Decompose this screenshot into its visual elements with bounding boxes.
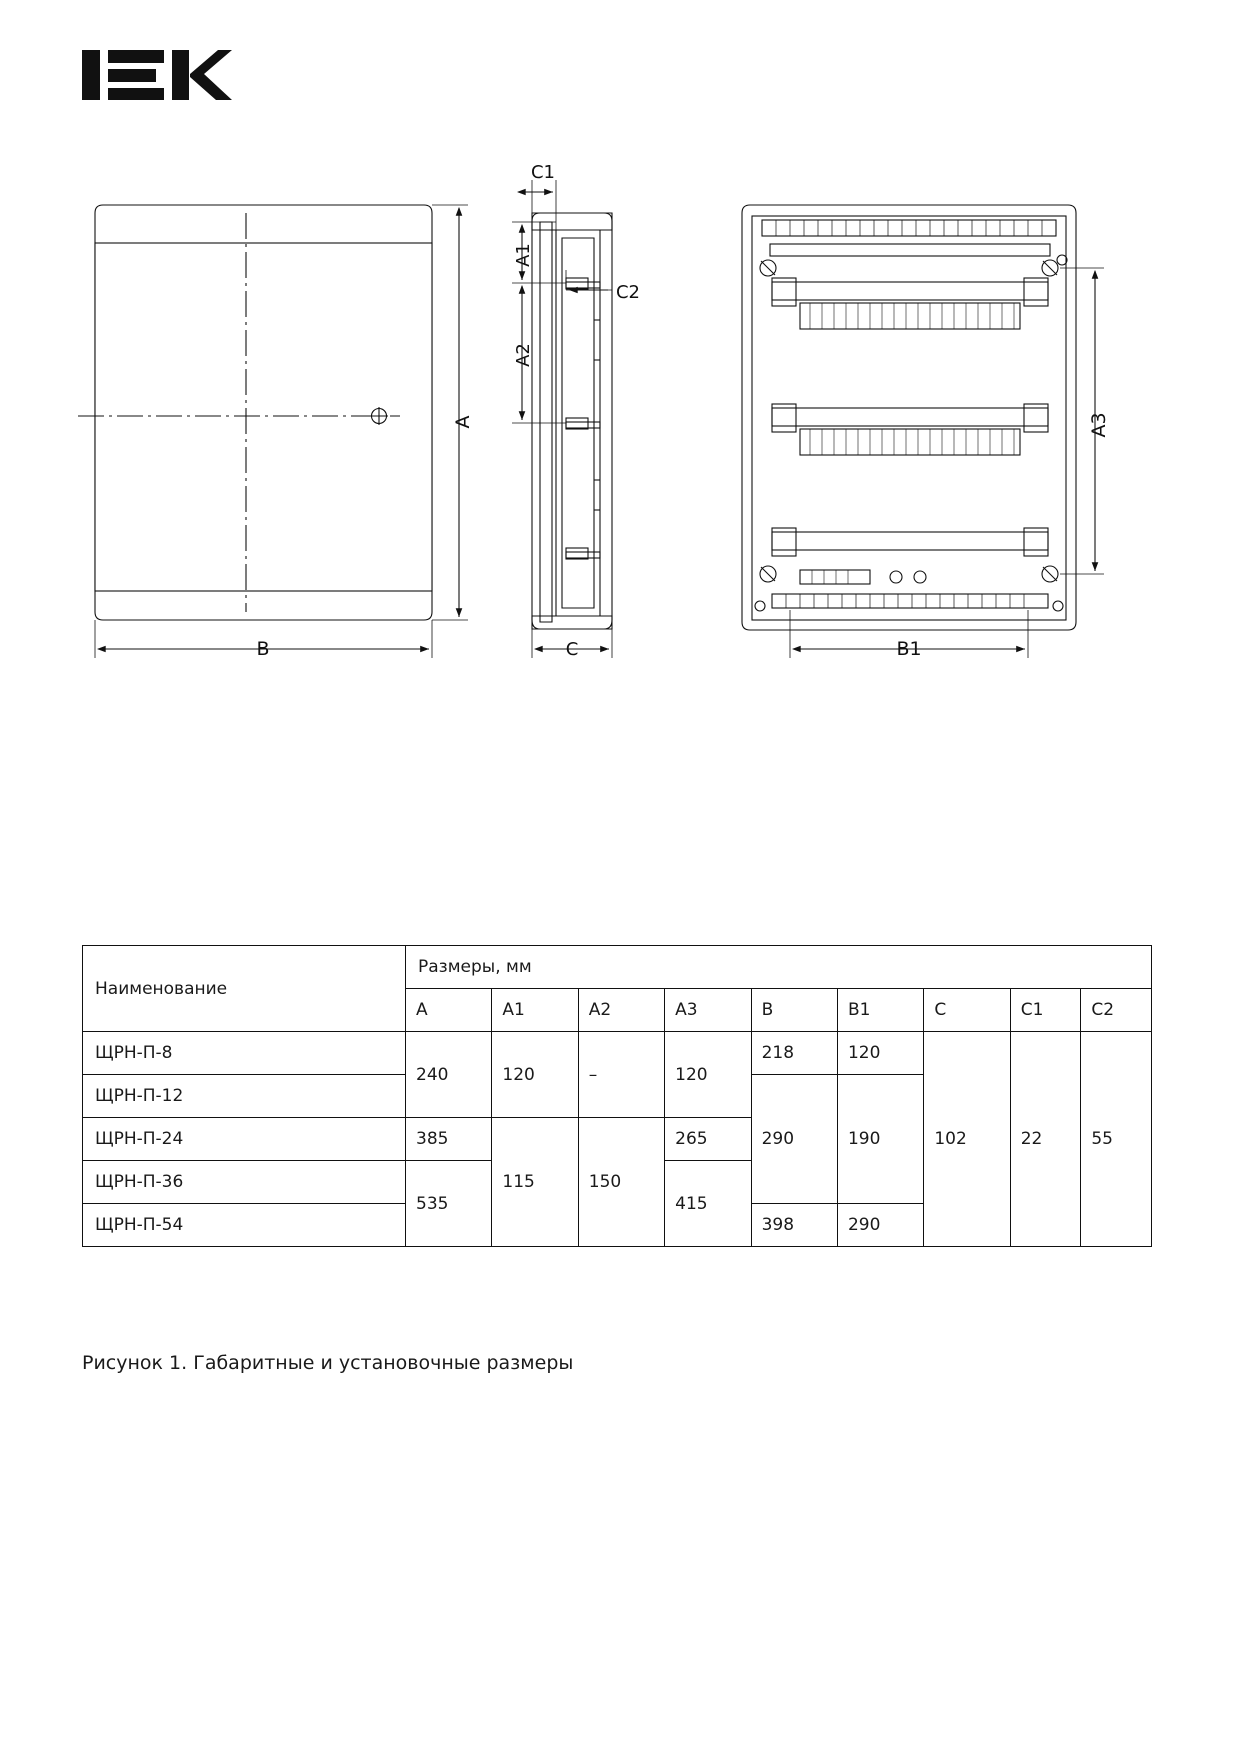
cell-A2: 150: [578, 1118, 664, 1247]
cell-A1: 120: [492, 1032, 578, 1118]
col-head-C2: C2: [1081, 989, 1152, 1032]
cell-A1: 115: [492, 1118, 578, 1247]
label-A1: A1: [513, 243, 534, 267]
front-view: [78, 205, 432, 620]
dimension-A: [432, 205, 468, 620]
dimension-drawing-svg: [0, 150, 1237, 730]
col-head-B: B: [751, 989, 837, 1032]
row-name: ЩРН-П-24: [83, 1118, 406, 1161]
cell-A: 240: [406, 1032, 492, 1118]
cell-B1: 120: [837, 1032, 923, 1075]
dimensions-table: [82, 945, 1152, 1247]
label-A3: A3: [1088, 412, 1110, 438]
label-A2: A2: [513, 343, 534, 367]
cell-B: 398: [751, 1204, 837, 1247]
figure-caption: Рисунок 1. Габаритные и установочные размеры: [82, 1352, 574, 1374]
iek-logo: [82, 44, 232, 106]
table-header-row-1: [83, 946, 1152, 989]
label-B: B: [256, 638, 270, 660]
col-head-A: A: [406, 989, 492, 1032]
cell-B1: 290: [837, 1204, 923, 1247]
row-name: ЩРН-П-12: [83, 1075, 406, 1118]
cell-B: 218: [751, 1032, 837, 1075]
inside-view: [742, 205, 1076, 630]
label-A: A: [452, 415, 474, 429]
cell-B1: 190: [837, 1075, 923, 1204]
cell-A3: 265: [665, 1118, 751, 1161]
label-C: C: [565, 639, 579, 660]
cell-A3: 120: [665, 1032, 751, 1118]
figure-drawings: [0, 150, 1237, 730]
label-B1: B1: [896, 638, 922, 660]
cell-A: 385: [406, 1118, 492, 1161]
row-name: ЩРН-П-36: [83, 1161, 406, 1204]
col-head-A1: A1: [492, 989, 578, 1032]
cell-A3: 415: [665, 1161, 751, 1247]
label-C2: C2: [615, 282, 641, 303]
cell-A2: –: [578, 1032, 664, 1118]
col-head-C: C: [924, 989, 1010, 1032]
label-C1: C1: [530, 162, 556, 183]
col-head-B1: B1: [837, 989, 923, 1032]
cell-C1: 22: [1010, 1032, 1081, 1247]
header-sizes: Размеры, мм: [406, 946, 1152, 989]
cell-C2: 55: [1081, 1032, 1152, 1247]
row-name: ЩРН-П-54: [83, 1204, 406, 1247]
iek-logo-icon: [82, 44, 232, 106]
table-row: [83, 1032, 1152, 1075]
header-name: Наименование: [83, 946, 406, 1032]
dimensions-table-wrapper: [82, 945, 1152, 1247]
cell-B: 290: [751, 1075, 837, 1204]
col-head-C1: C1: [1010, 989, 1081, 1032]
col-head-A3: A3: [665, 989, 751, 1032]
cell-A: 535: [406, 1161, 492, 1247]
row-name: ЩРН-П-8: [83, 1032, 406, 1075]
col-head-A2: A2: [578, 989, 664, 1032]
cell-C: 102: [924, 1032, 1010, 1247]
